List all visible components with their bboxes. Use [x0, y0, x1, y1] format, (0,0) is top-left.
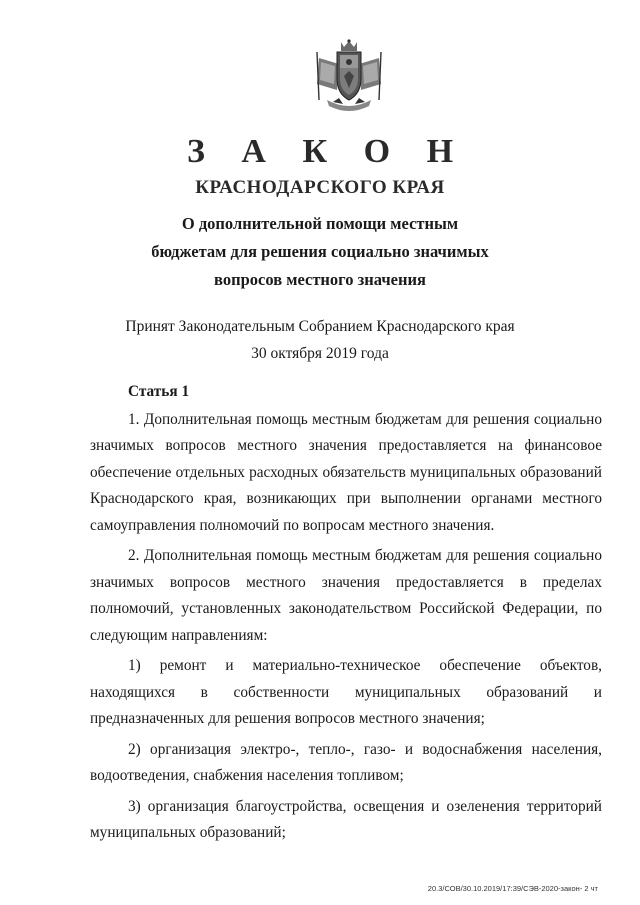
article-body	[90, 379, 602, 851]
law-subject	[0, 210, 640, 294]
document-code: 20.3/СОВ/30.10.2019/17:39/СЭВ-2020-закон- 2 чт	[427, 884, 598, 893]
krasnodar-krai-coat-of-arms-icon	[313, 38, 385, 116]
law-subject-line: бюджетам для решения социально значимых	[151, 242, 489, 261]
law-subject-line: вопросов местного значения	[214, 270, 426, 289]
article-paragraph: 2. Дополнительная помощь местным бюджетам для решения социально значимых вопросов местного значения предоставляется в пределах полномочий, установленных законодательством Российской Федерации, по следующим направлениям:	[90, 547, 602, 644]
article-heading: Статья 1	[128, 383, 190, 400]
adoption-body: Принят Законодательным Собранием Краснодарского края	[125, 318, 515, 335]
law-subject-line: О дополнительной помощи местным	[181, 214, 459, 233]
article-paragraph: 1) ремонт и материально-техническое обеспечение объектов, находящихся в собственности муниципальных образований и предназначенных для решения вопросов местного значения;	[90, 657, 602, 727]
adoption-date: 30 октября 2019 года	[251, 345, 389, 362]
law-title: З А К О Н	[186, 133, 468, 170]
article-paragraph: 1. Дополнительная помощь местным бюджетам для решения социально значимых вопросов местного значения предоставляется на финансовое обеспечение отдельных расходных обязательств муниципальных образований Краснодарского края, возникающих при выполнении органами местного самоуправления полномочий по вопросам местного значения.	[90, 410, 602, 534]
region-name: КРАСНОДАРСКОГО КРАЯ	[195, 177, 445, 198]
article-paragraph: 2) организация электро-, тепло-, газо- и водоснабжения населения, водоотведения, снабжения населения топливом;	[90, 740, 602, 784]
article-paragraph: 3) организация благоустройства, освещения и озеленения территорий муниципальных образований;	[90, 797, 602, 841]
adoption-note	[0, 313, 640, 367]
